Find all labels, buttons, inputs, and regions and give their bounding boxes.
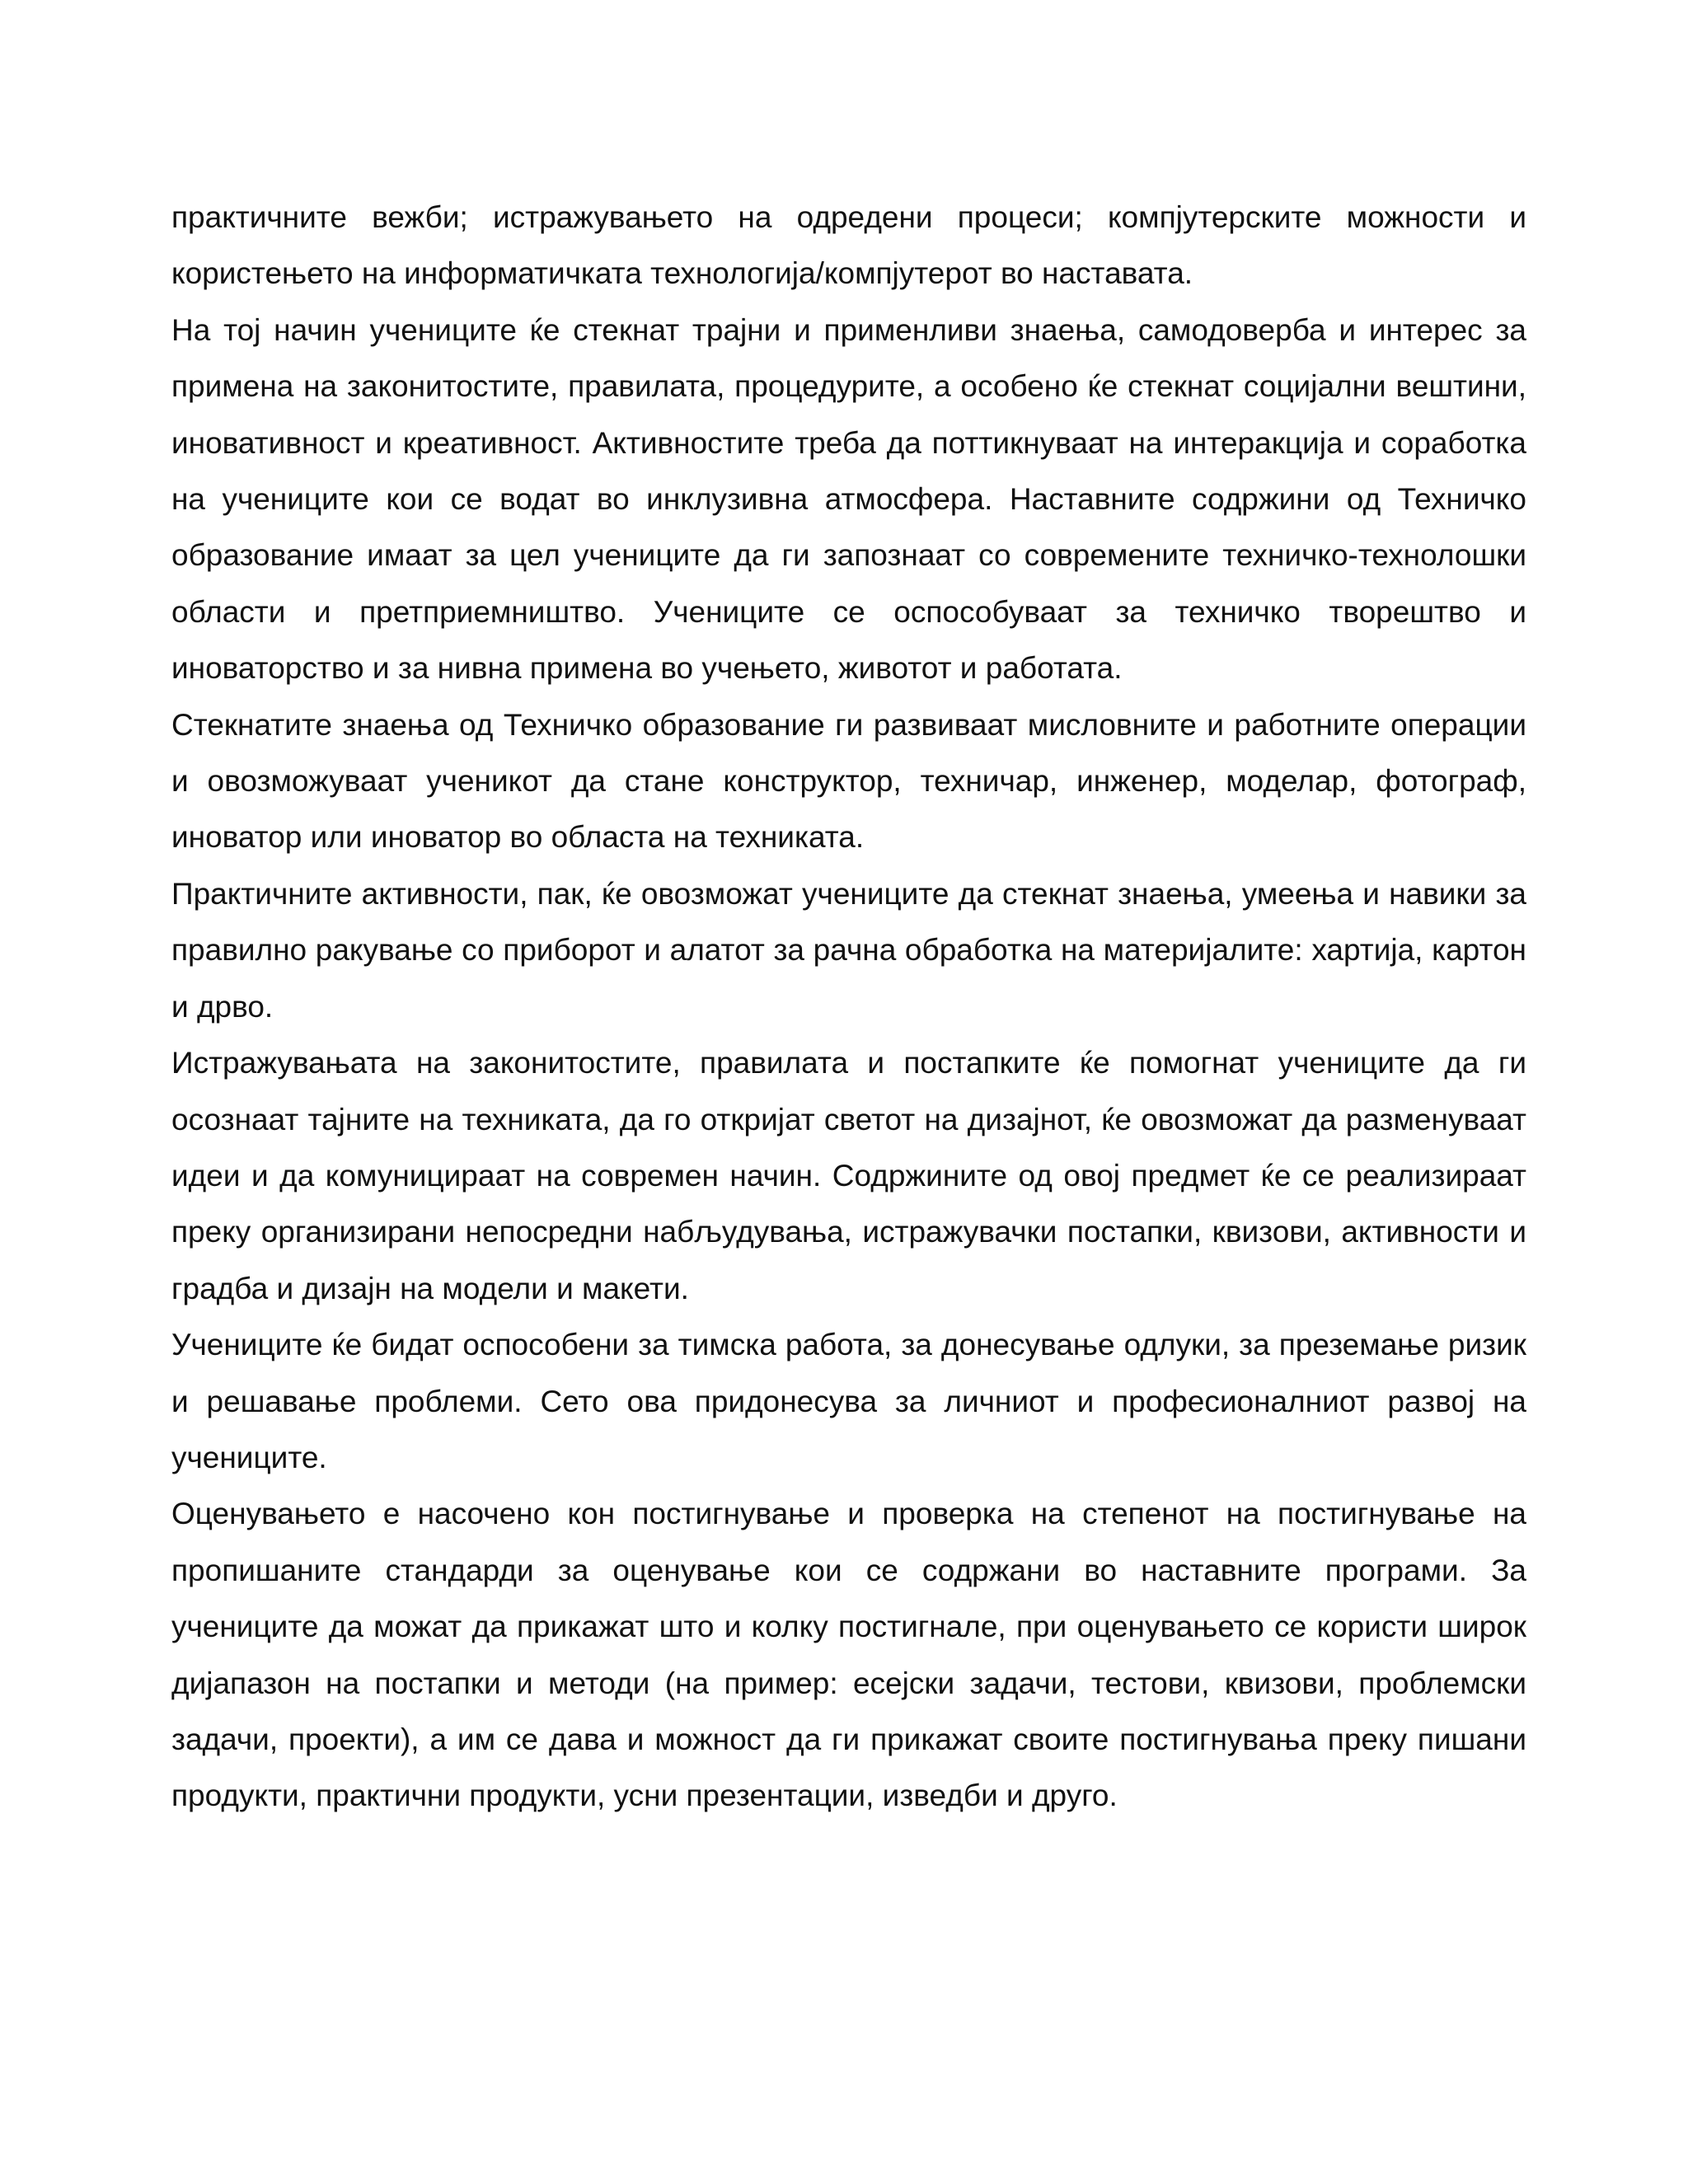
paragraph-2: На тој начин учениците ќе стекнат трајни и применливи знаења, самодоверба и интерес за примена на законитостите, правилата, процедурите, а особено ќе стекнат социјални вештини, иновативност и креативност. Активностите треба да поттикнуваат на интеракција и соработка на учениците кои се водат во инклузивна атмосфера. Наставните содржини од Техничко образование имаат за цел учениците да ги запознаат со современите техничко-технолошки области и претприемништво. Учениците се оспособуваат за техничко творештво и иноваторство и за нивна примена во учењето, животот и работата.	[171, 312, 1526, 686]
paragraph-4: Практичните активности, пак, ќе овозможат учениците да стекнат знаења, умеења и навики за правилно ракување со приборот и алатот за рачна обработка на материјалите: хартија, картон и дрво.	[171, 876, 1526, 1024]
body-text	[171, 190, 1526, 1825]
paragraph-1: практичните вежби; истражувањето на одредени процеси; компјутерските можности и користењето на информатичката технологија/компјутерот во наставата.	[171, 200, 1526, 291]
paragraph-5: Истражувањата на законитостите, правилата и постапките ќе помогнат учениците да ги осознаат тајните на техниката, да го откријат светот на дизајнот, ќе овозможат да разменуваат идеи и да комуницираат на современ начин. Содржините од овој предмет ќе се реализираат преку организирани непосредни набљудувања, истражувачки постапки, квизови, активности и градба и дизајн на модели и макети.	[171, 1046, 1526, 1305]
paragraph-6: Учениците ќе бидат оспособени за тимска работа, за донесување одлуки, за преземање ризик и решавање проблеми. Сето ова придонесува за личниот и професионалниот развој на учениците.	[171, 1328, 1526, 1474]
paragraph-3: Стекнатите знаења од Техничко образование ги развиваат мисловните и работните операции и овозможуваат ученикот да стане конструктор, техничар, инженер, моделар, фотограф, иноватор или иноватор во областа на техниката.	[171, 707, 1526, 855]
paragraph-7: Оценувањето е насочено кон постигнување и проверка на степенот на постигнување на пропишаните стандарди за оценување кои се содржани во наставните програми. За учениците да можат да прикажат што и колку постигнале, при оценувањето се користи широк дијапазон на постапки и методи (на пример: есејски задачи, тестови, квизови, проблемски задачи, проекти), а им се дава и можност да ги прикажат своите постигнувања преку пишани продукти, практични продукти, усни презентации, изведби и друго.	[171, 1497, 1526, 1813]
